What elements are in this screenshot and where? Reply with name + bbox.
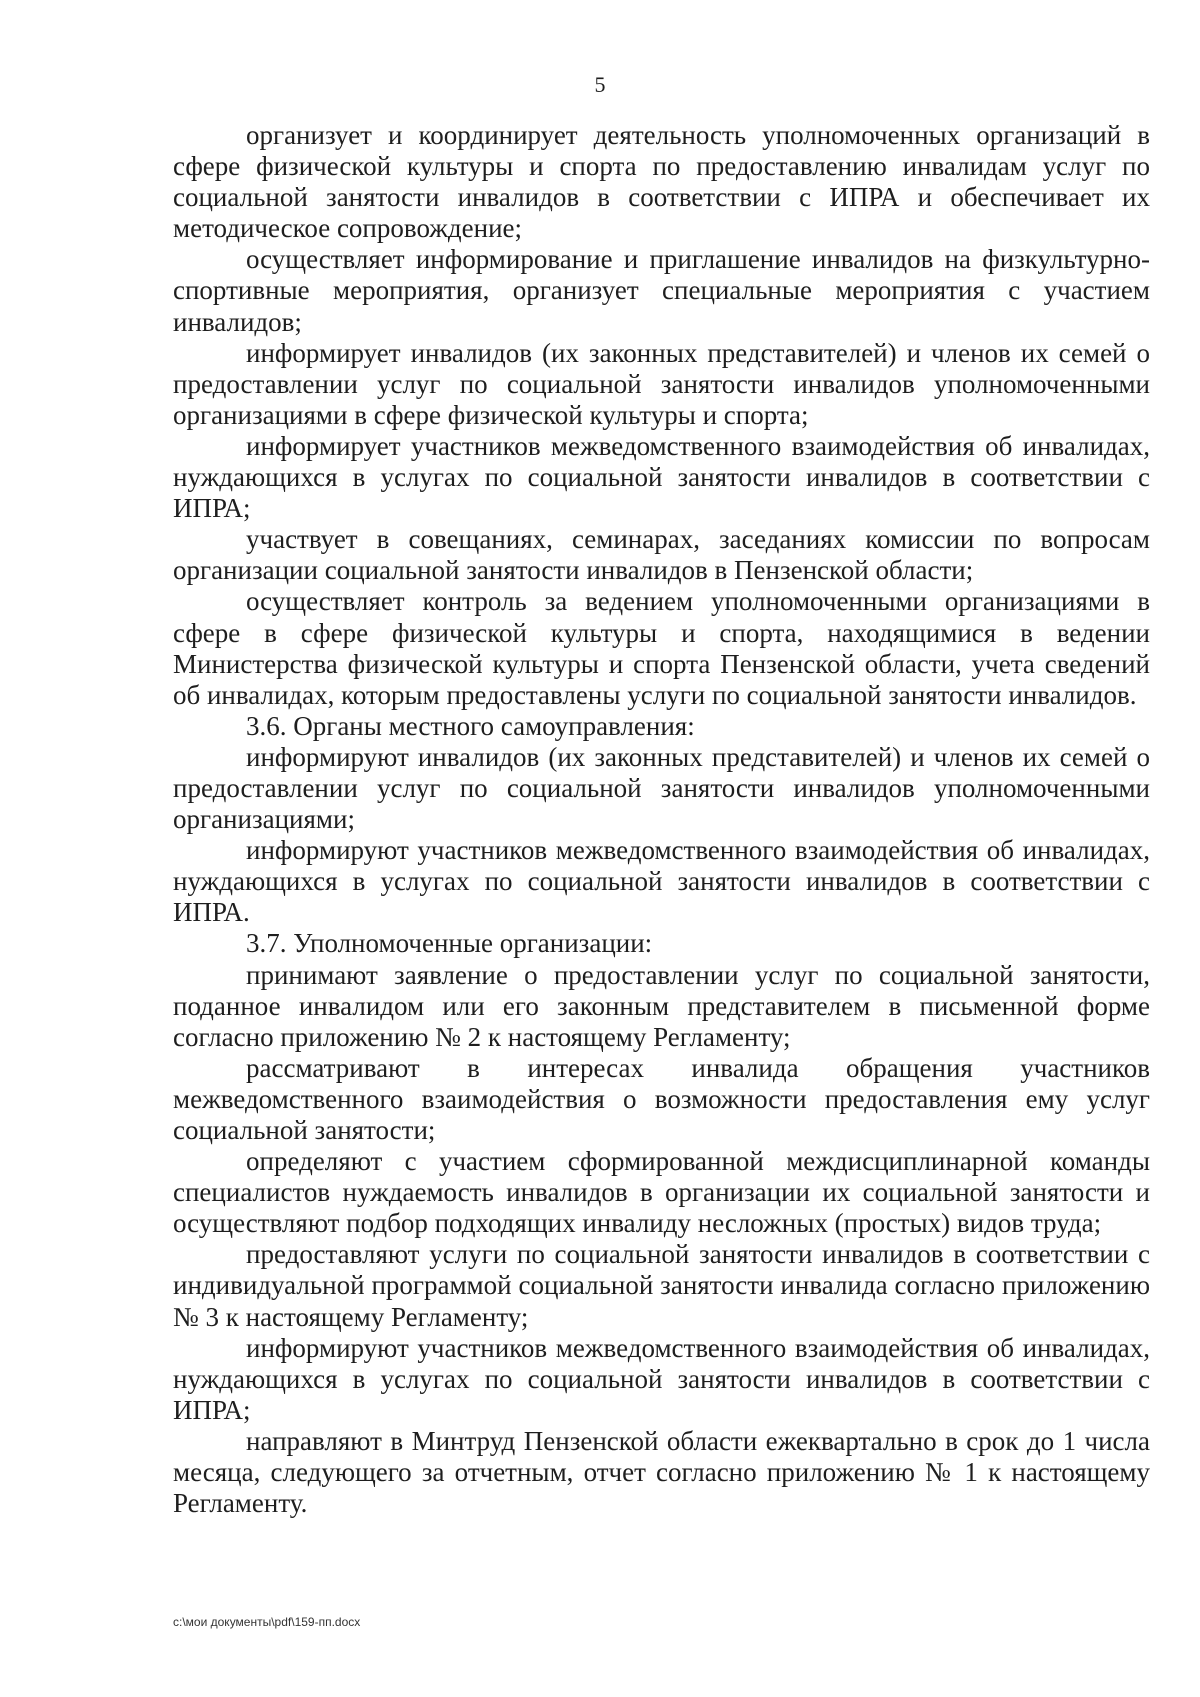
paragraph: информируют участников межведомственного взаимодействия об инвалидах, нуждающихся в услугах по социальной занятости инвалидов в соответствии с ИПРА. [173,835,1150,928]
footer-file-path: c:\мои документы\pdf\159-пп.docx [173,1615,361,1629]
section-heading-3-6: 3.6. Органы местного самоуправления: [246,710,695,741]
paragraph: информирует участников межведомственного взаимодействия об инвалидах, нуждающихся в услугах по социальной занятости инвалидов в соответствии с ИПРА; [173,430,1150,524]
paragraph: участвует в совещаниях, семинарах, заседаниях комиссии по вопросам организации социальной занятости инвалидов в Пензенской области; [173,524,1150,586]
paragraph: информирует инвалидов (их законных представителей) и членов их семей о предоставлении услуг по социальной занятости инвалидов уполномоченными организациями в сфере физической культуры и спорта; [173,337,1150,430]
paragraph: организует и координирует деятельность уполномоченных организаций в сфере физической культуры и спорта по предоставлению инвалидам услуг по социальной занятости инвалидов в соответствии с ИПРА и обеспечивает их методическое сопровождение; [173,120,1150,244]
paragraph: осуществляет контроль за ведением уполномоченными организациями в сфере в сфере физической культуры и спорта, находящимися в ведении Министерства физической культуры и спорта Пензенской области, учета сведений об инвалидах, которым предоставлены услуги по социальной занятости инвалидов. [173,586,1150,710]
paragraph: предоставляют услуги по социальной занятости инвалидов в соответствии с индивидуальной программой социальной занятости инвалида согласно приложению № 3 к настоящему Регламенту; [173,1239,1150,1332]
paragraph: принимают заявление о предоставлении услуг по социальной занятости, поданное инвалидом или его законным представителем в письменной форме согласно приложению № 2 к настоящему Регламенту; [173,959,1150,1052]
paragraph: определяют с участием сформированной междисциплинарной команды специалистов нуждаемость инвалидов в организации их социальной занятости и осуществляют подбор подходящих инвалиду несложных (простых) видов труда; [173,1146,1150,1239]
paragraph: осуществляет информирование и приглашение инвалидов на физкультурно-спортивные мероприятия, организует специальные мероприятия с участием инвалидов; [173,244,1150,337]
document-body [173,120,1150,1519]
paragraph: направляют в Минтруд Пензенской области ежеквартально в срок до 1 числа месяца, следующего за отчетным, отчет согласно приложению № 1 к настоящему Регламенту. [173,1425,1150,1519]
section-heading-3-7: 3.7. Уполномоченные организации: [246,928,653,959]
paragraph: информируют участников межведомственного взаимодействия об инвалидах, нуждающихся в услугах по социальной занятости инвалидов в соответствии с ИПРА; [173,1332,1150,1425]
page-number: 5 [594,72,606,97]
paragraph: рассматривают в интересах инвалида обращения участников межведомственного взаимодействия о возможности предоставления ему услуг социальной занятости; [173,1052,1150,1145]
paragraph: информируют инвалидов (их законных представителей) и членов их семей о предоставлении услуг по социальной занятости инвалидов уполномоченными организациями; [173,741,1150,835]
